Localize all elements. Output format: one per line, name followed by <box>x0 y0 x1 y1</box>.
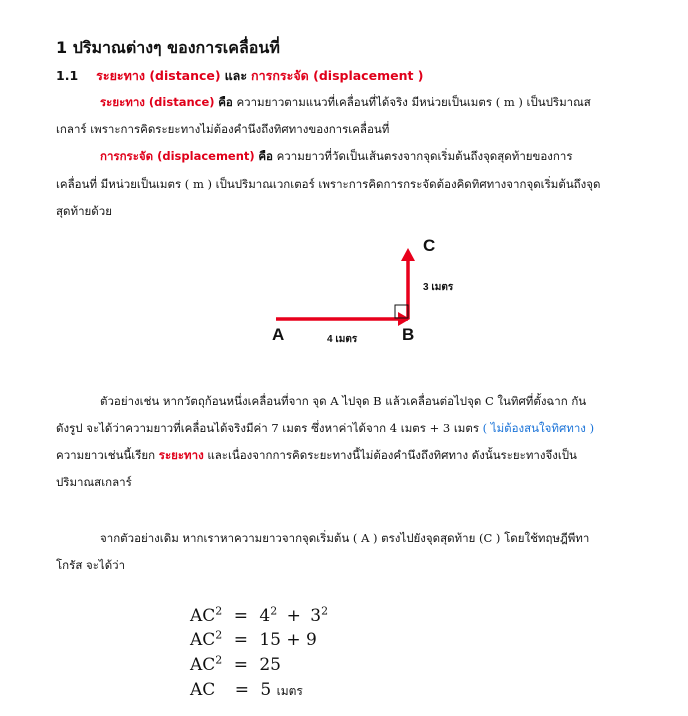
point-a-label: A <box>272 325 285 344</box>
example1-line3-post: และเนื่องจากการคิดระยะทางนี้ไม่ต้องคำนึงถึงทิศทาง ดังนั้นระยะทางจึงเป็น <box>207 448 577 462</box>
example1-line1: ตัวอย่างเช่น หากวัตถุก้อนหนึ่งเคลื่อนที่จาก จุด A ไปจุด B แล้วเคลื่อนต่อไปจุด C ในทิศที่ตั้งฉาก กัน <box>100 394 587 408</box>
example1-term: ระยะทาง <box>158 448 204 462</box>
equation-1 <box>190 606 328 626</box>
displacement-def-line2: เคลื่อนที่ มีหน่วยเป็นเมตร ( m ) เป็นปริมาณเวกเตอร์ เพราะการคิดการกระจัดต้องคิดทิศทางจากจุดเริ่มต้นถึงจุด <box>56 177 601 191</box>
eq1-a: 4 <box>259 606 271 626</box>
term-distance: ระยะทาง (distance) <box>96 68 221 83</box>
displacement-keyword: คือ <box>258 149 273 163</box>
eq4-lhs: AC <box>190 680 216 700</box>
example1-note: ( ไม่ต้องสนใจทิศทาง ) <box>482 421 595 435</box>
eq2-lhs: AC <box>190 630 216 650</box>
displacement-term: การกระจัด (displacement) <box>100 149 255 163</box>
eq2-equals: = <box>233 630 248 650</box>
distance-bc-label: 3 เมตร <box>423 282 454 293</box>
eq3-equals: = <box>233 655 248 675</box>
subsection-number: 1.1 <box>56 68 79 83</box>
eq3-lhs: AC <box>190 655 216 675</box>
section-heading: 1 ปริมาณต่างๆ ของการเคลื่อนที่ <box>56 38 280 57</box>
point-c-label: C <box>423 236 436 255</box>
point-b-label: B <box>402 325 415 344</box>
term-displacement: การกระจัด (displacement ) <box>251 68 424 83</box>
distance-term: ระยะทาง (distance) <box>100 95 215 109</box>
eq2-rhs: 15 + 9 <box>259 630 317 650</box>
eq4-rhs: 5 <box>260 680 272 700</box>
eq2-lhs-power: 2 <box>215 628 223 642</box>
example1-line3 <box>56 447 577 465</box>
equation-2 <box>190 630 317 650</box>
example2-line1: จากตัวอย่างเดิม หากเราหาความยาวจากจุดเริ่มต้น ( A ) ตรงไปยังจุดสุดท้าย (C ) โดยใช้ทฤษฎีพีทา <box>100 531 590 545</box>
subheading-conj: และ <box>224 68 248 83</box>
example1-line3-pre: ความยาวเช่นนี้เรียก <box>56 448 156 462</box>
example1-line2-text: ดังรูป จะได้ว่าความยาวที่เคลื่อนได้จริงมีค่า 7 เมตร ซึ่งหาค่าได้จาก 4 เมตร + 3 เมตร <box>56 421 479 435</box>
displacement-text: ความยาวที่วัดเป็นเส้นตรงจากจุดเริ่มต้นถึงจุดสุดท้ายของการ <box>276 149 573 163</box>
distance-text: ความยาวตามแนวที่เคลื่อนที่ได้จริง มีหน่วยเป็นเมตร ( m ) เป็นปริมาณส <box>236 95 591 109</box>
arrow-ab <box>276 312 410 326</box>
distance-ab-label: 4 เมตร <box>327 334 358 345</box>
eq1-equals: = <box>233 606 248 626</box>
distance-def-line2: เกลาร์ เพราะการคิดระยะทางไม่ต้องคำนึงถึงทิศทางของการเคลื่อนที่ <box>56 122 390 136</box>
eq1-lhs-power: 2 <box>215 604 223 618</box>
eq1-b: 3 <box>310 606 322 626</box>
equation-4 <box>190 680 303 701</box>
eq3-lhs-power: 2 <box>215 653 223 667</box>
example2-line2: โกรัส จะได้ว่า <box>56 558 126 572</box>
displacement-def-line3: สุดท้ายด้วย <box>56 204 112 218</box>
example1-line2 <box>56 420 594 438</box>
eq4-unit: เมตร <box>276 684 303 698</box>
distance-keyword: คือ <box>218 95 233 109</box>
example1-line4: ปริมาณสเกลาร์ <box>56 475 132 489</box>
equation-3 <box>190 655 281 675</box>
eq4-equals: = <box>234 680 249 700</box>
eq1-plus: + <box>286 606 301 626</box>
eq1-b-power: 2 <box>321 604 329 618</box>
eq3-rhs: 25 <box>259 655 281 675</box>
eq1-a-power: 2 <box>270 604 278 618</box>
eq1-lhs: AC <box>190 606 216 626</box>
